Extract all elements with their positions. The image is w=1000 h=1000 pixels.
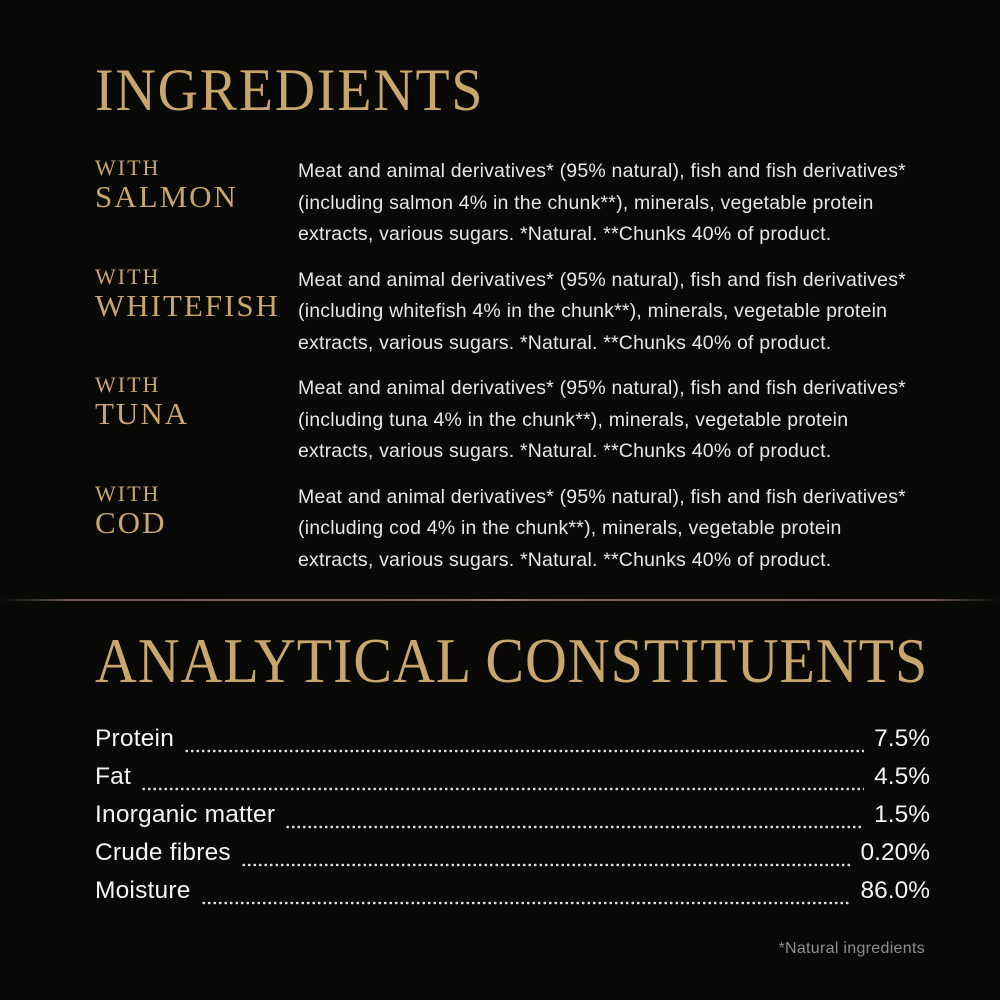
ingredient-prefix: WITH [95, 480, 161, 506]
dot-leader [285, 825, 864, 830]
constituent-value: 7.5% [874, 725, 930, 752]
dot-leader [201, 901, 851, 906]
constituent-label: Fat [95, 763, 131, 790]
analytical-constituents-title: ANALYTICAL CONSTITUENTS [95, 626, 929, 697]
constituent-label: Protein [95, 725, 175, 752]
ingredient-name: SALMON [95, 179, 238, 214]
ingredient-label [95, 373, 298, 431]
ingredient-item [95, 265, 920, 360]
analytical-table [95, 725, 930, 915]
analytical-constituents-section [0, 601, 1000, 915]
ingredient-name: COD [95, 504, 167, 540]
ingredient-label [95, 156, 298, 214]
constituent-label: Inorganic matter [95, 801, 276, 828]
table-row [95, 725, 930, 763]
table-row [95, 763, 930, 801]
ingredients-list [95, 156, 920, 576]
ingredient-description: Meat and animal derivatives* (95% natural), fish and fish derivatives* (including tuna 4% in the chunk**), minerals, vegetable protein extracts, various sugars. *Natural. **Chunks 40% of product. [298, 377, 906, 462]
ingredient-description: Meat and animal derivatives* (95% natural), fish and fish derivatives* (including cod 4% in the chunk**), minerals, vegetable protein extracts, various sugars. *Natural. **Chunks 40% of product. [298, 485, 906, 571]
table-row [95, 801, 930, 839]
dot-leader [141, 787, 864, 792]
ingredient-item [95, 373, 920, 468]
ingredient-label [95, 482, 298, 540]
natural-ingredients-footnote: *Natural ingredients [778, 940, 925, 957]
table-row [95, 877, 930, 915]
ingredient-item [95, 482, 920, 577]
constituent-value: 86.0% [860, 877, 930, 904]
constituent-label: Moisture [95, 877, 191, 904]
constituent-label: Crude fibres [95, 839, 231, 866]
ingredient-prefix: WITH [95, 155, 161, 180]
ingredient-prefix: WITH [95, 372, 161, 397]
ingredient-label [95, 265, 298, 323]
constituent-value: 0.20% [860, 839, 930, 866]
dot-leader [241, 863, 851, 868]
ingredient-prefix: WITH [95, 263, 161, 289]
ingredient-item [95, 156, 920, 251]
dot-leader [184, 749, 864, 754]
ingredient-description: Meat and animal derivatives* (95% natural), fish and fish derivatives* (including salmon 4% in the chunk**), minerals, vegetable protein extracts, various sugars. *Natural. **Chunks 40% of product. [298, 160, 906, 245]
constituent-value: 1.5% [874, 801, 930, 828]
constituent-value: 4.5% [874, 763, 930, 790]
ingredients-title: INGREDIENTS [95, 57, 485, 123]
ingredient-name: WHITEFISH [95, 287, 281, 323]
table-row [95, 839, 930, 877]
ingredient-description: Meat and animal derivatives* (95% natural), fish and fish derivatives* (including whitefish 4% in the chunk**), minerals, vegetable protein extracts, various sugars. *Natural. **Chunks 40% of product. [298, 268, 906, 354]
ingredient-name: TUNA [95, 396, 190, 431]
